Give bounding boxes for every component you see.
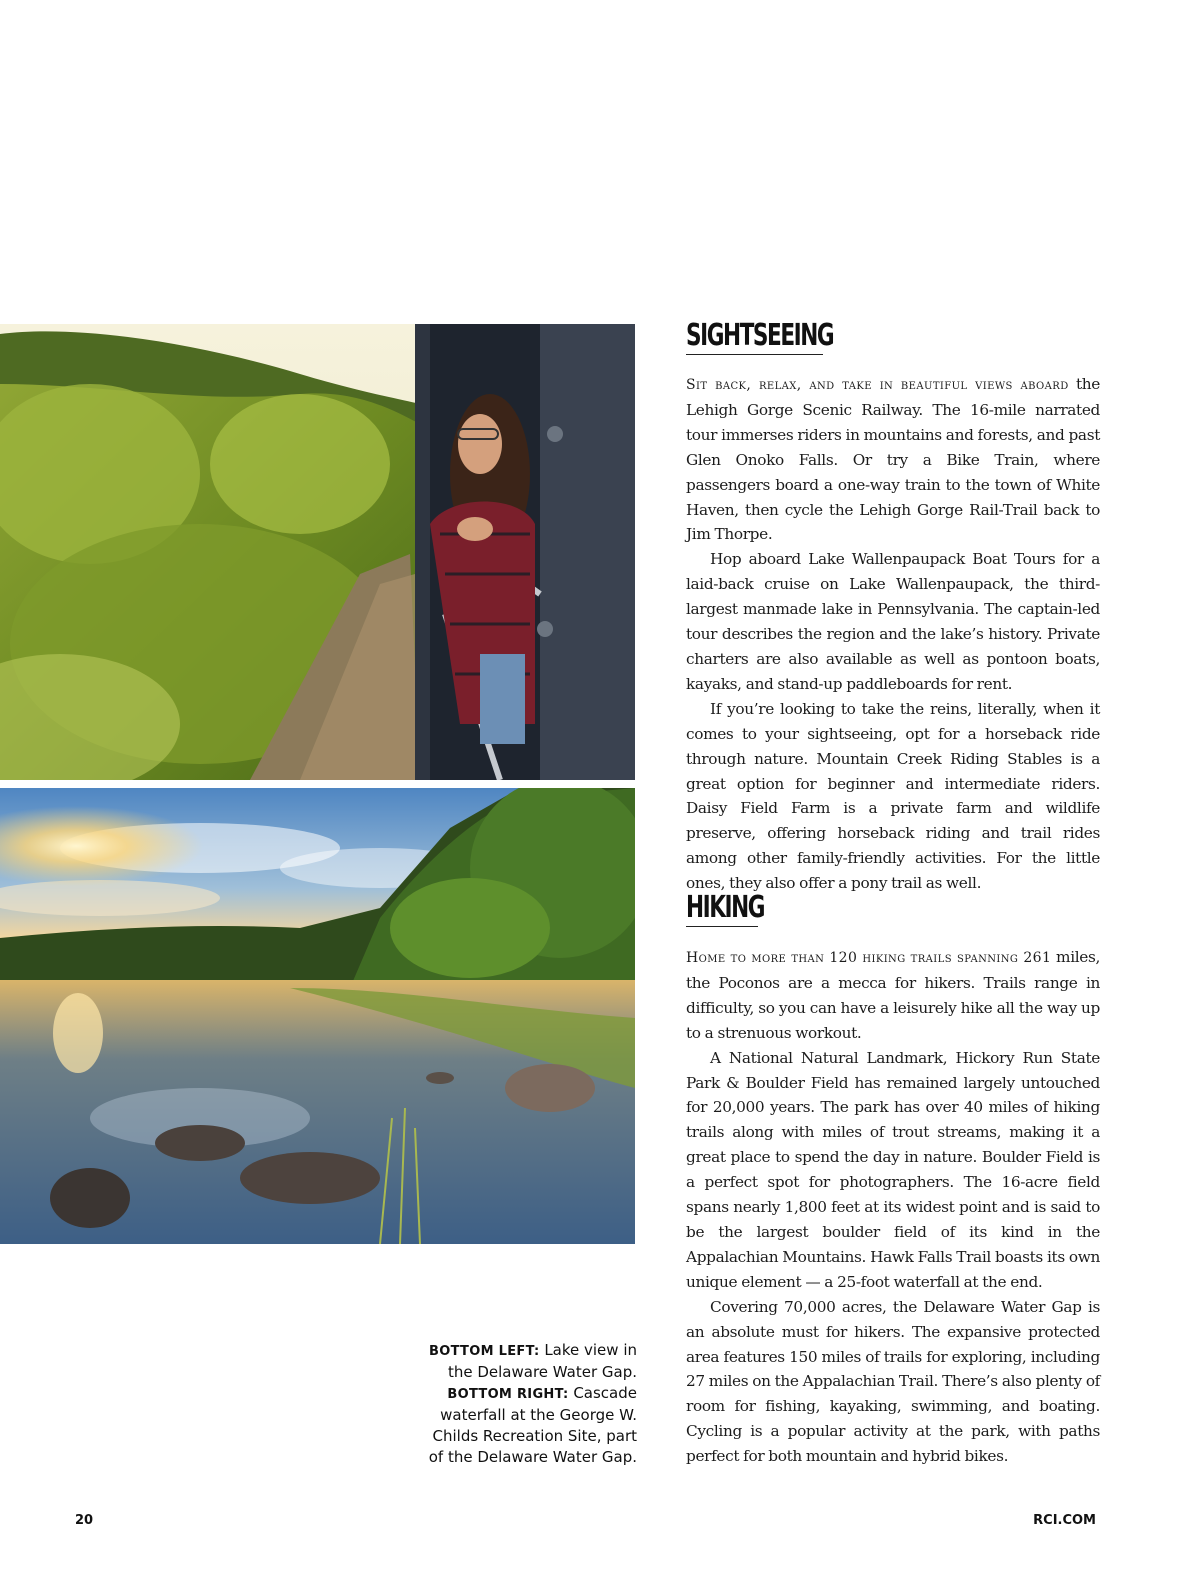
lake-sunset-photo [0,788,635,1244]
caption-label-left: BOTTOM LEFT: [429,1344,540,1359]
sightseeing-paragraph-1 [686,372,1100,547]
sightseeing-title: SIGHTSEEING [686,318,834,353]
hiking-heading [686,890,886,953]
hiking-title: HIKING [686,890,765,925]
caption-text-left: Lake view in the Delaware Water Gap. [447,1341,637,1381]
sightseeing-body [686,372,1100,896]
photo-caption [420,1340,637,1468]
caption-label-right: BOTTOM RIGHT: [447,1387,569,1402]
hiking-paragraph-2: A National Natural Landmark, Hickory Run State Park & Boulder Field has remained largely untouched for 20,000 years. The park has over 40 miles of hiking trails along with miles of trout streams, making it a great place to spend the day in nature. Boulder Field is a perfect spot for photographers. The 16-acre field spans nearly 1,800 feet at its widest point and is said to be the largest boulder field of its kind in the Appalachian Mountains. Hawk Falls Trail boasts its own unique element — a 25-foot waterfall at the end. [686,1048,1100,1291]
hiking-paragraph-3: Covering 70,000 acres, the Delaware Water Gap is an absolute must for hikers. The expansive protected area features 150 miles of trails for exploring, including 27 miles on the Appalachian Trail. There’s also plenty of room for fishing, kayaking, swimming, and boating. Cycling is a popular activity at the park, with paths perfect for both mountain and hybrid bikes. [686,1297,1100,1466]
hiking-p1-text: miles, the Poconos are a mecca for hikers. Trails range in difficulty, so you can have a leisurely hike all the way up to a strenuous workout. [686,948,1101,1042]
page-number: 20 [75,1513,94,1528]
train-window-photo [0,324,635,780]
sightseeing-paragraph-2: Hop aboard Lake Wallenpaupack Boat Tours for a laid-back cruise on Lake Wallenpaupack, the third-largest manmade lake in Pennsylvania. The captain-led tour describes the region and the lake’s history. Private charters are also available as well as pontoon boats, kayaks, and stand-up paddleboards for rent. [686,550,1100,693]
hiking-paragraph-1 [686,945,1100,1046]
hiking-title-rule [686,926,758,927]
hiking-body [686,945,1100,1469]
sightseeing-paragraph-3: If you’re looking to take the reins, literally, when it comes to your sightseeing, opt for a horseback ride through nature. Mountain Creek Riding Stables is a great option for beginner and intermediate riders. Daisy Field Farm is a private farm and wildlife preserve, offering horseback riding and trail rides among other family-friendly activities. For the little ones, they also offer a pony trail as well. [686,699,1100,893]
sightseeing-p1-text: the Lehigh Gorge Scenic Railway. The 16-mile narrated tour immerses riders in mountains and forests, and past Glen Onoko Falls. Or try a Bike Train, where passengers board a one-way train to the town of White Haven, then cycle the Lehigh Gorge Rail-Trail back to Jim Thorpe. [686,375,1101,544]
sightseeing-title-rule [686,354,823,355]
site-name: RCI.COM [1033,1513,1096,1528]
caption-text-right: Cascade waterfall at the George W. Childs Recreation Site, part of the Delaware Water Gap. [428,1384,637,1466]
hiking-lead: Home to more than 120 hiking trails spanning 261 [686,950,1052,966]
sightseeing-lead: Sit back, relax, and take in beautiful views aboard [686,377,1069,393]
